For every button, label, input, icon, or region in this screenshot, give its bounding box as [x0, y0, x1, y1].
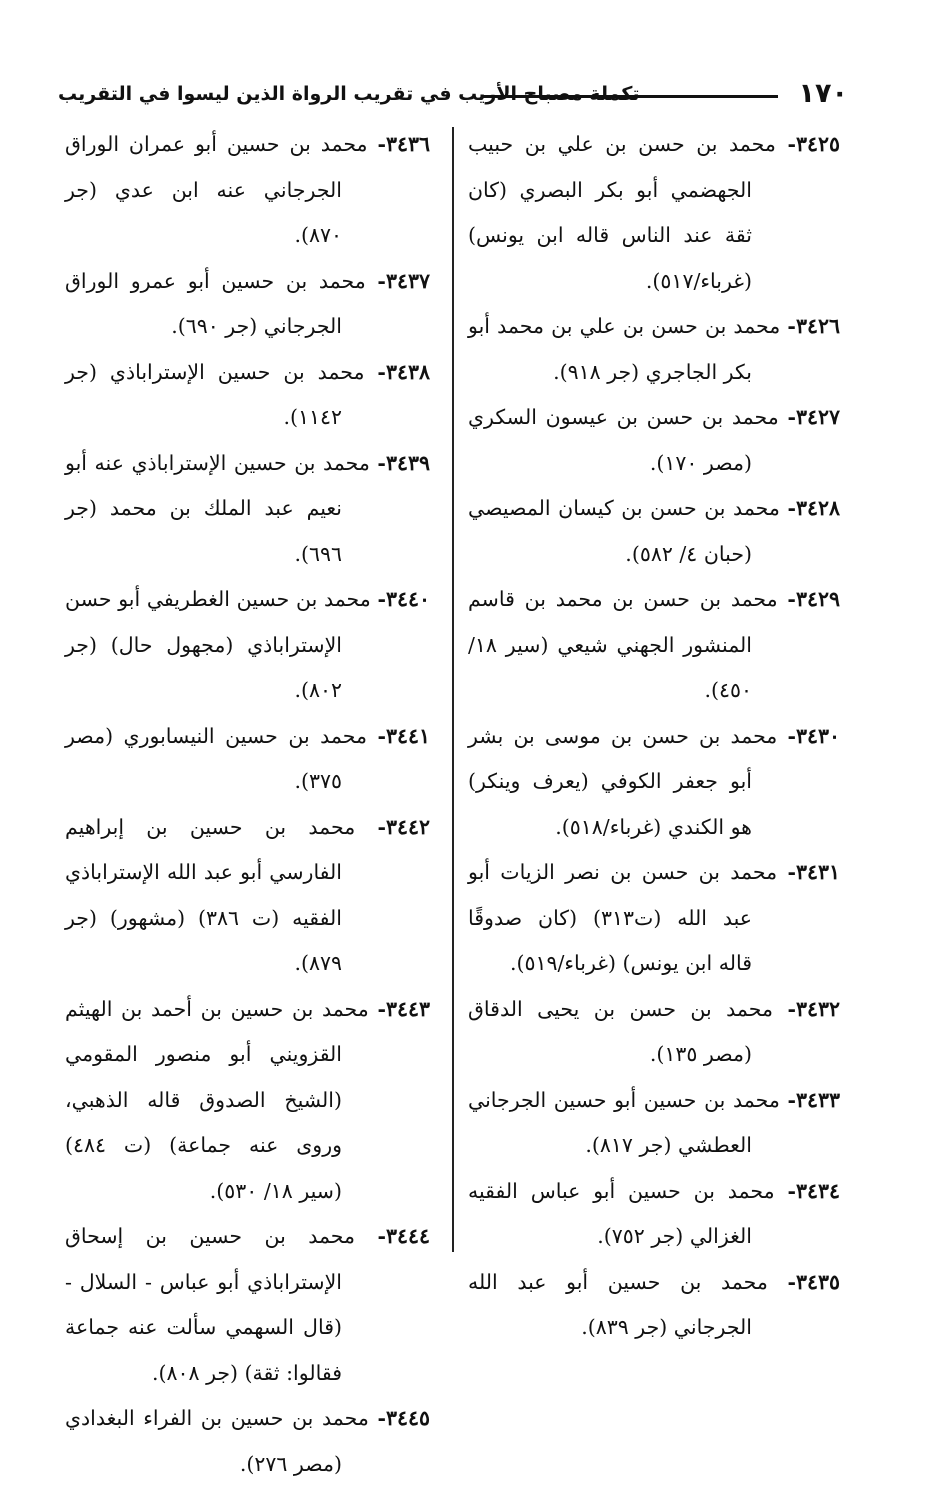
- biography-entry: [65, 805, 430, 987]
- biography-entry: [65, 987, 430, 1215]
- biography-entry: [65, 259, 430, 350]
- entry-text: محمد بن حسين أبو عبد الله الجرجاني (جر ٨٣٩).: [468, 1269, 768, 1339]
- biography-entry: [65, 1396, 430, 1487]
- entry-number: ٣٤٣٤-: [787, 1178, 840, 1203]
- page-number: ١٧٠: [798, 78, 848, 109]
- entry-text: محمد بن حسين بن الفراء البغدادي (مصر ٢٧٦).: [65, 1406, 369, 1476]
- entry-text: محمد بن حسين أبو عمران الوراق الجرجاني عنه ابن عدي (جر ٨٧٠).: [65, 132, 368, 247]
- entry-text: محمد بن حسين النيسابوري (مصر ٣٧٥).: [65, 723, 367, 793]
- biography-entry: [468, 714, 840, 851]
- entry-text: محمد بن حسن بن علي بن محمد أبو بكر الجاجري (جر ٩١٨).: [468, 314, 781, 384]
- entry-number: ٣٤٣٧-: [377, 268, 430, 293]
- entry-number: ٣٤٢٥-: [787, 132, 840, 156]
- entry-text: محمد بن حسن بن موسى بن بشر أبو جعفر الكوفي (يعرف وينكر) هو الكندي (غرباء/٥١٨).: [468, 723, 778, 839]
- page-header: [58, 76, 848, 116]
- biography-entry: [468, 850, 840, 987]
- entry-number: ٣٤٤٤-: [377, 1224, 430, 1248]
- biography-entry: [468, 486, 840, 577]
- entry-text: محمد بن حسين الإستراباذي (جر ١١٤٢).: [65, 359, 365, 429]
- entry-number: ٣٤٣٣-: [787, 1087, 840, 1112]
- biography-entry: [65, 122, 430, 259]
- entry-number: ٣٤٢٨-: [787, 496, 840, 520]
- entry-number: ٣٤٣٠-: [787, 723, 840, 748]
- entry-number: ٣٤٣٢-: [787, 996, 840, 1021]
- entry-text: محمد بن حسين الغطريفي أبو حسن الإستراباذي (مجهول حال) (جر ٨٠٢).: [65, 587, 371, 702]
- entry-text: محمد بن حسن بن محمد بن قاسم المنشور الجهني شيعي (سير ١٨/ ٤٥٠).: [468, 587, 778, 702]
- entry-number: ٣٤٢٦-: [787, 314, 840, 338]
- entry-number: ٣٤٤٠-: [377, 587, 430, 611]
- biography-entry: [65, 441, 430, 578]
- biography-entry: [468, 1260, 840, 1351]
- biography-entry: [468, 577, 840, 714]
- entry-number: ٣٤٣٥-: [787, 1269, 840, 1294]
- entry-text: محمد بن حسين بن إبراهيم الفارسي أبو عبد الله الإستراباذي الفقيه (ت ٣٨٦) (مشهور) (جر ٨٧٩).: [65, 814, 356, 975]
- biography-entry: [468, 987, 840, 1078]
- biography-entry: [468, 395, 840, 486]
- entry-text: محمد بن حسين بن إسحاق الإستراباذي أبو عباس - السلال - (قال السهمي سألت عنه جماعة فقالوا: ثقة) (جر ٨٠٨).: [65, 1224, 356, 1385]
- entry-number: ٣٤٢٩-: [787, 587, 840, 611]
- biography-entry: [65, 714, 430, 805]
- right-column: [468, 122, 840, 1351]
- entry-text: محمد بن حسين أبو عمرو الوراق الجرجاني (جر ٦٩٠).: [65, 268, 366, 338]
- entry-text: محمد بن حسين أبو حسين الجرجاني العطشي (جر ٨١٧).: [468, 1087, 780, 1157]
- entry-text: محمد بن حسن بن نصر الزيات أبو عبد الله (ت٣١٣) (كان صدوقًا قاله ابن يونس) (غرباء/٥١٩).: [468, 860, 778, 975]
- entry-text: محمد بن حسن بن علي بن حبيب الجهضمي أبو بكر البصري (كان ثقة عند الناس قاله ابن يونس) (غرباء/٥١٧).: [468, 132, 776, 293]
- biography-entry: [468, 1078, 840, 1169]
- left-column: [65, 122, 430, 1487]
- entry-number: ٣٤٣١-: [787, 860, 840, 884]
- column-divider: [452, 127, 454, 1252]
- biography-entry: [65, 577, 430, 714]
- entry-number: ٣٤٤١-: [377, 723, 430, 748]
- entry-number: ٣٤٤٥-: [377, 1406, 430, 1430]
- entry-number: ٣٤٢٧-: [787, 405, 840, 429]
- entry-number: ٣٤٣٨-: [377, 359, 430, 384]
- entry-number: ٣٤٤٢-: [377, 814, 430, 839]
- biography-entry: [468, 122, 840, 304]
- biography-entry: [65, 1214, 430, 1396]
- entry-number: ٣٤٣٦-: [377, 132, 430, 156]
- running-title: تكملة مصباح الأريب في تقريب الرواة الذين ليسوا في التقريب: [58, 83, 640, 105]
- entry-text: محمد بن حسين الإستراباذي عنه أبو نعيم عبد الملك بن محمد (جر ٦٩٦).: [65, 450, 370, 566]
- entry-text: محمد بن حسن بن يحيى الدقاق (مصر ١٣٥).: [468, 996, 773, 1066]
- entry-number: ٣٤٤٣-: [377, 996, 430, 1021]
- entry-number: ٣٤٣٩-: [377, 450, 430, 475]
- entry-text: محمد بن حسين بن أحمد بن الهيثم القزويني أبو منصور المقومي (الشيخ الصدوق قاله الذهبي، وروى عنه جماعة) (ت ٤٨٤) (سير ١٨/ ٥٣٠).: [65, 996, 369, 1203]
- entry-text: محمد بن حسن بن عيسون السكري (مصر ١٧٠).: [468, 405, 779, 475]
- biography-entry: [468, 1169, 840, 1260]
- entry-text: محمد بن حسين أبو عباس الفقيه الغزالي (جر ٧٥٢).: [468, 1178, 775, 1248]
- biography-entry: [65, 350, 430, 441]
- entry-text: محمد بن حسن بن كيسان المصيصي (حبان ٤/ ٥٨٢).: [468, 496, 780, 566]
- biography-entry: [468, 304, 840, 395]
